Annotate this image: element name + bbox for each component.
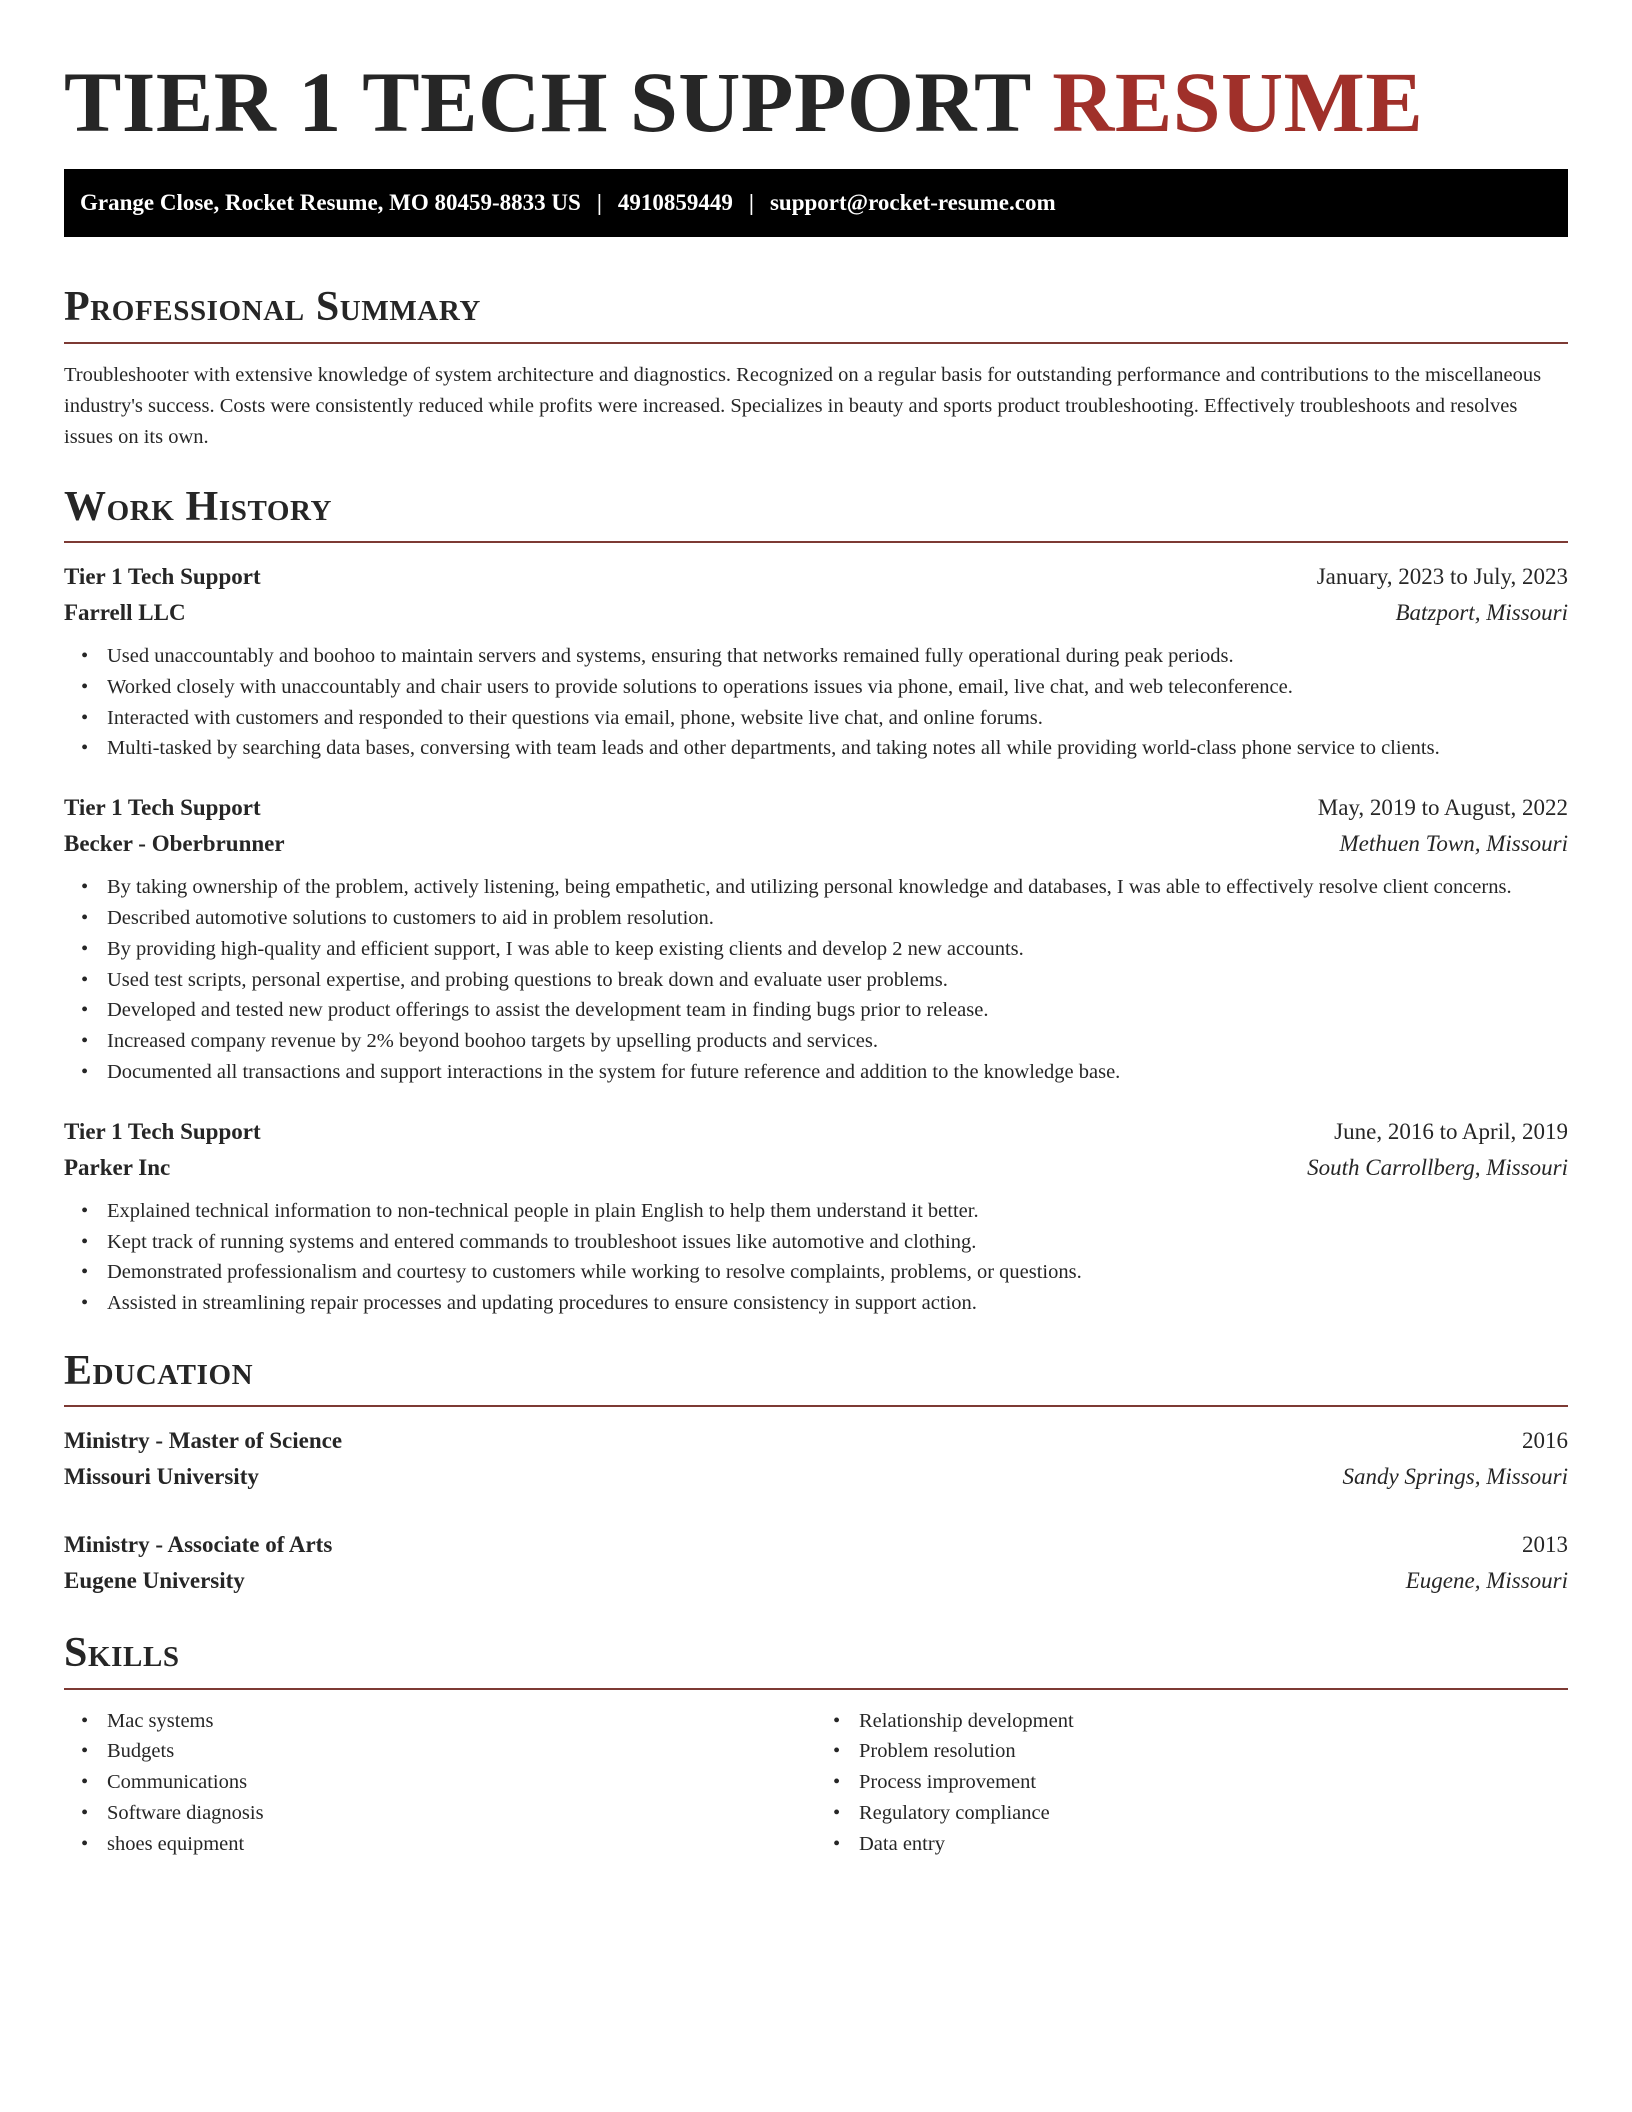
contact-email: support@rocket-resume.com [769,190,1056,216]
job-location: South Carrollberg, Missouri [1307,1154,1568,1180]
education-year: 2016 [1522,1428,1568,1454]
work-history-section [64,483,1568,1319]
job-bullets [64,1196,1568,1319]
education-entry [64,1423,1568,1495]
job-bullet: • Interacted with customers and responded to their questions via email, phone, website live chat, and online forums. [107,703,1568,734]
section-heading-work-history: Work History [64,483,333,530]
education-year: 2013 [1522,1532,1568,1558]
skill-item: • Data entry [859,1829,1568,1860]
skill-item: • Process improvement [859,1767,1568,1798]
job-title: Tier 1 Tech Support [64,795,261,821]
contact-separator: | [596,190,602,216]
skill-item: • Problem resolution [859,1736,1568,1767]
skill-item: • Regulatory compliance [859,1798,1568,1829]
section-divider [64,1688,1568,1690]
education-degree: Ministry - Associate of Arts [64,1532,333,1558]
job-bullets [64,872,1568,1088]
skill-item: • shoes equipment [107,1829,816,1860]
title-main: TIER 1 TECH SUPPORT [64,54,1031,150]
summary-text: Troubleshooter with extensive knowledge of system architecture and diagnostics. Recognized on a regular basis for outstanding performance and contributions to the miscellaneous industry's success. Costs were consistently reduced while profits were increased. Specializes in beauty and sports product troubleshooting. Effectively troubleshoots and resolves issues on its own. [64,363,1542,448]
resume-title [64,52,1568,153]
contact-separator: | [748,190,754,216]
education-degree: Ministry - Master of Science [64,1428,343,1454]
job-bullet: • Increased company revenue by 2% beyond boohoo targets by upselling products and services. [107,1026,1568,1057]
job-entry [64,790,1568,1088]
job-entry [64,1114,1568,1319]
job-bullet: • Developed and tested new product offerings to assist the development team in finding bugs prior to release. [107,995,1568,1026]
job-dates: June, 2016 to April, 2019 [1334,1118,1568,1144]
skill-item: • Communications [107,1767,816,1798]
skill-item: • Relationship development [859,1706,1568,1737]
job-location: Batzport, Missouri [1395,600,1568,626]
education-school: Missouri University [64,1464,259,1490]
job-bullet: • Documented all transactions and support interactions in the system for future reference and addition to the knowledge base. [107,1057,1568,1088]
job-dates: January, 2023 to July, 2023 [1316,564,1568,590]
skills-grid [64,1706,1568,1860]
education-location: Sandy Springs, Missouri [1342,1464,1568,1490]
job-company: Becker - Oberbrunner [64,831,285,857]
job-entry [64,559,1568,764]
job-title: Tier 1 Tech Support [64,564,261,590]
title-accent: RESUME [1052,54,1424,150]
skills-list [64,1706,816,1860]
education-location: Eugene, Missouri [1405,1568,1568,1594]
section-heading-skills: Skills [64,1630,180,1677]
job-bullet: • Described automotive solutions to customers to aid in problem resolution. [107,903,1568,934]
education-school: Eugene University [64,1568,245,1594]
contact-address: Grange Close, Rocket Resume, MO 80459-8833 US [80,190,581,216]
job-company: Farrell LLC [64,600,186,626]
job-bullet: • Demonstrated professionalism and courtesy to customers while working to resolve complaints, problems, or questions. [107,1257,1568,1288]
skills-list [816,1706,1568,1860]
job-title: Tier 1 Tech Support [64,1118,261,1144]
job-dates: May, 2019 to August, 2022 [1317,795,1568,821]
contact-bar [64,169,1568,237]
education-section [64,1347,1568,1599]
job-bullet: • Explained technical information to non-technical people in plain English to help them understand it better. [107,1196,1568,1227]
section-divider [64,1405,1568,1407]
job-bullet: • Worked closely with unaccountably and chair users to provide solutions to operations issues via phone, email, live chat, and web teleconference. [107,672,1568,703]
skill-item: • Software diagnosis [107,1798,816,1829]
section-divider [64,541,1568,543]
skills-column-right [816,1706,1568,1860]
section-heading-education: Education [64,1348,254,1395]
job-bullet: • By taking ownership of the problem, actively listening, being empathetic, and utilizing personal knowledge and databases, I was able to effectively resolve client concerns. [107,872,1568,903]
job-company: Parker Inc [64,1154,171,1180]
skills-column-left [64,1706,816,1860]
contact-phone: 4910859449 [617,190,733,216]
summary-section [64,283,1568,452]
skill-item: • Mac systems [107,1706,816,1737]
job-bullet: • Used unaccountably and boohoo to maintain servers and systems, ensuring that networks remained fully operational during peak periods. [107,641,1568,672]
job-bullet: • Assisted in streamlining repair processes and updating procedures to ensure consistency in support action. [107,1288,1568,1319]
skill-item: • Budgets [107,1736,816,1767]
section-heading-summary: Professional Summary [64,284,481,331]
education-entry [64,1527,1568,1599]
job-bullet: • Used test scripts, personal expertise, and probing questions to break down and evaluate user problems. [107,965,1568,996]
job-bullet: • Multi-tasked by searching data bases, conversing with team leads and other departments, and taking notes all while providing world-class phone service to clients. [107,733,1568,764]
job-bullets [64,641,1568,764]
section-divider [64,342,1568,344]
job-bullet: • Kept track of running systems and entered commands to troubleshoot issues like automotive and clothing. [107,1227,1568,1258]
skills-section [64,1629,1568,1859]
job-bullet: • By providing high-quality and efficient support, I was able to keep existing clients and develop 2 new accounts. [107,934,1568,965]
job-location: Methuen Town, Missouri [1339,831,1568,857]
